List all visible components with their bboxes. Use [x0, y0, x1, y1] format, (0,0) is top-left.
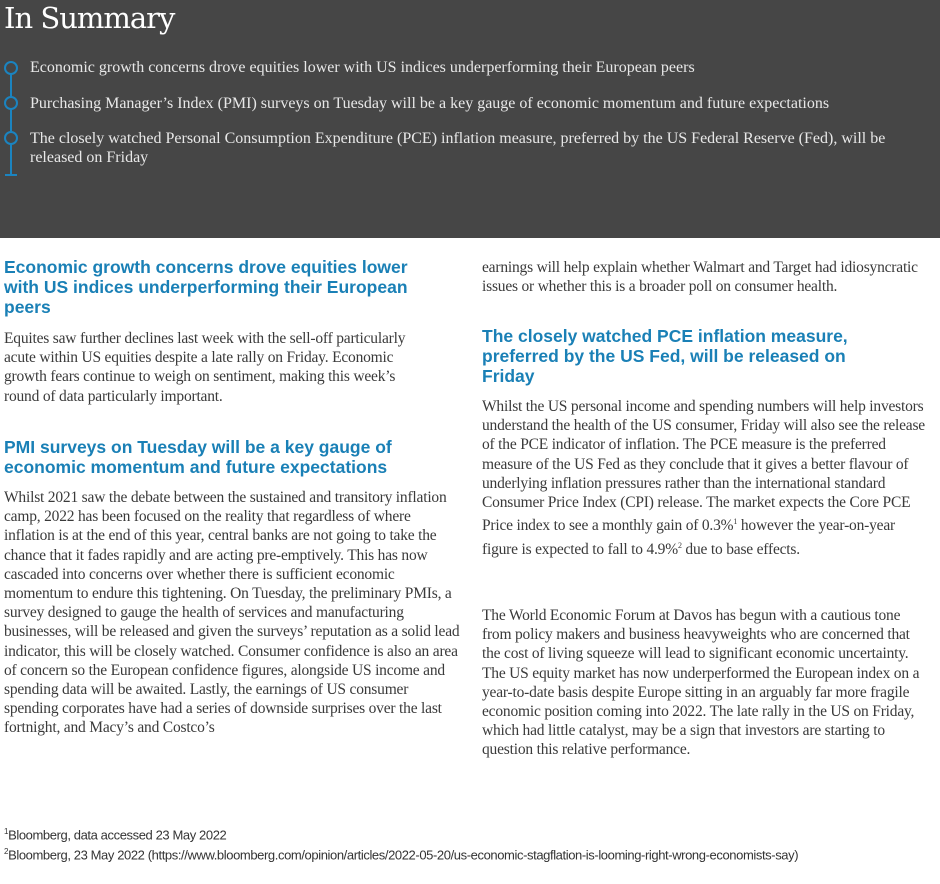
summary-bullet: The closely watched Personal Consumption Expenditure (PCE) inflation measure, preferred by the US Federal Reserve (Fed), will be released on Friday — [30, 130, 886, 166]
text: Whilst the US personal income and spending numbers will help investors understand the health of the US consumer, Friday will also see the release of the PCE indicator of inflation. The PCE measure is the preferred measure of the US Fed as they conclude that it gives a better flavour of underlying inflation pressures rather than the international standard Consumer Price Index (CPI) release. The market expects the Core PCE Price index to see a monthly gain of 0.3% — [482, 398, 925, 535]
footnote-number: 2 — [4, 847, 9, 856]
heading-pmi: PMI surveys on Tuesday will be a key gauge of economic momentum and future expectations — [4, 437, 392, 477]
summary-bullet: Economic growth concerns drove equities lower with US indices underperforming their European peers — [30, 59, 695, 76]
footnote-number: 1 — [4, 827, 9, 836]
heading-economic-growth: Economic growth concerns drove equities lower with US indices underperforming their European peers — [4, 257, 408, 317]
timeline-dot-icon — [4, 96, 18, 110]
summary-title: In Summary — [4, 1, 175, 35]
paragraph: The World Economic Forum at Davos has begun with a cautious tone from policy makers and business heavyweights who are concerned that the cost of living squeeze will lead to significant economic uncertainty. The US equity market has now underperformed the European index on a year-to-date basis despite Europe sitting in an arguably far more fragile economic position coming into 2022. The late rally in the US on Friday, which had little catalyst, may be a sign that investors are starting to question this relative performance. — [482, 607, 920, 759]
summary-panel — [0, 0, 940, 238]
footnote-text: Bloomberg, data accessed 23 May 2022 — [8, 827, 227, 843]
footnote — [4, 842, 904, 865]
footnote-text: Bloomberg, 23 May 2022 (https://www.bloomberg.com/opinion/articles/2022-05-20/us-economic-stagflation-is-looming-right-wrong-economists-say) — [8, 847, 799, 863]
timeline-end — [5, 174, 17, 176]
paragraph: earnings will help explain whether Walmart and Target had idiosyncratic issues or whether this is a broader poll on consumer health. — [482, 259, 918, 296]
text: due to base effects. — [681, 540, 800, 558]
timeline-dot-icon — [4, 131, 18, 145]
text: however the year-on-year figure is expected to fall to 4.9% — [482, 517, 895, 558]
paragraph: Whilst 2021 saw the debate between the sustained and transitory inflation camp, 2022 has been focused on the reality that regardless of where inflation is at the end of this year, central banks are not going to take the chance that it fades rapidly and are acting pre-emptively. This has now cascaded into concerns over whether there is sufficient economic momentum to endure this tightening. On Tuesday, the preliminary PMIs, a survey designed to gauge the health of services and manufacturing businesses, will be released and given the surveys’ reputation as a solid lead indicator, this will be closely watched. Consumer confidence is also an area of concern so the European confidence figures, alongside US income and spending data will be awaited. Lastly, the earnings of US consumer spending corporates have had a series of downside surprises over the last fortnight, and Macy’s and Costco’s — [4, 489, 460, 737]
timeline-line — [10, 62, 12, 175]
footnote-ref: 2 — [677, 540, 682, 550]
heading-pce: The closely watched PCE inflation measure, preferred by the US Fed, will be released on Friday — [482, 326, 848, 386]
paragraph — [482, 397, 930, 559]
footnote-ref: 1 — [733, 517, 738, 527]
timeline-dot-icon — [4, 61, 18, 75]
paragraph: Equites saw further declines last week with the sell-off particularly acute within US equities despite a late rally on Friday. Economic growth fears continue to weigh on sentiment, making this week’s round of data particularly important. — [4, 330, 406, 405]
summary-bullet: Purchasing Manager’s Index (PMI) surveys on Tuesday will be a key gauge of economic momentum and future expectations — [30, 95, 830, 112]
